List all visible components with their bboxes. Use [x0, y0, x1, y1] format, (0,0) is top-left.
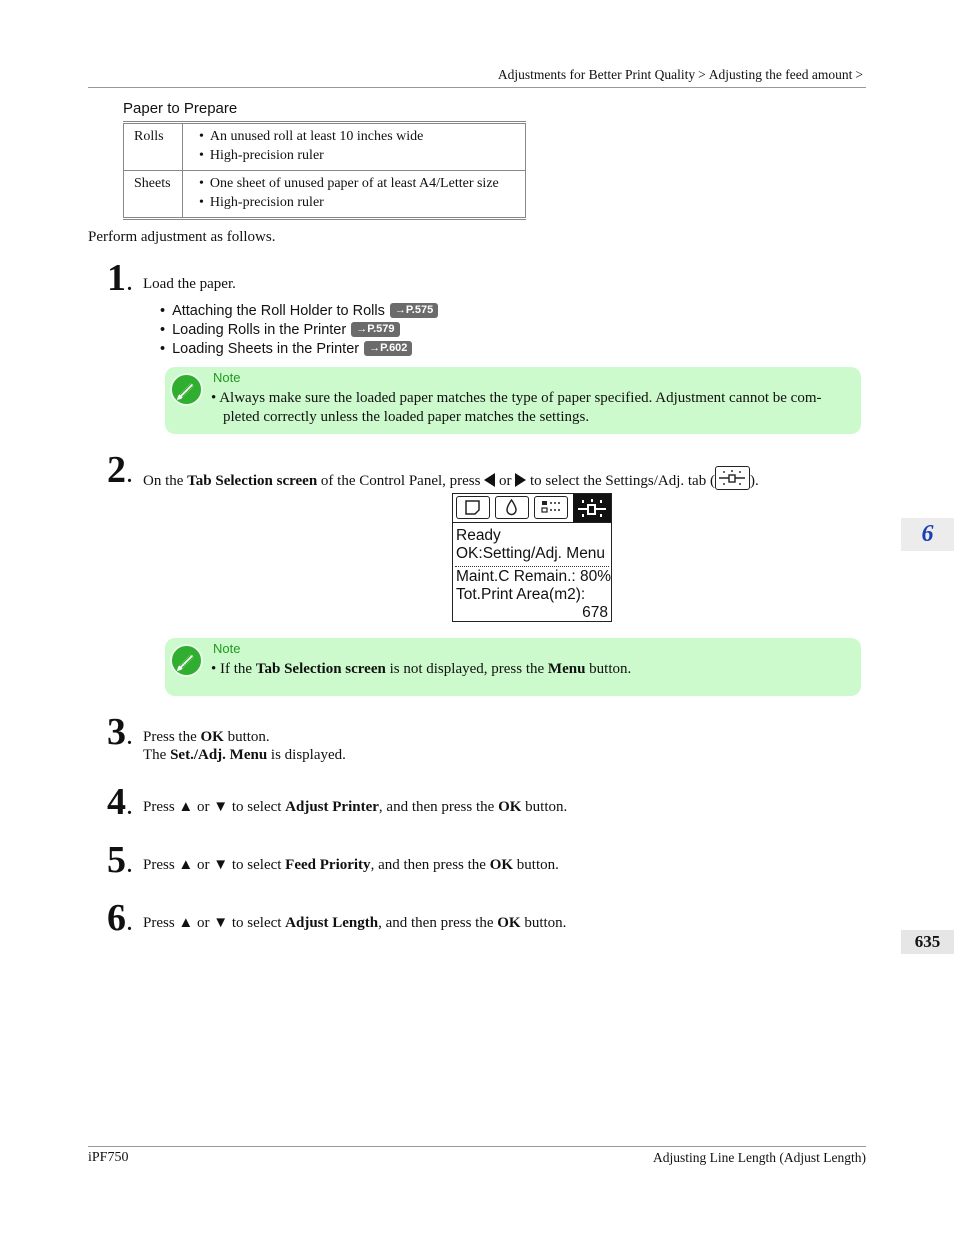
step-text: On the Tab Selection screen of the Control Panel, press or to select the Settings/Adj. tab ( ). [143, 466, 759, 490]
pencil-icon [170, 644, 203, 677]
breadcrumb-separator: > [855, 67, 863, 82]
right-arrow-icon [515, 473, 526, 487]
note-box [165, 638, 861, 696]
note-text: • If the Tab Selection screen is not displayed, press the Menu button. [211, 661, 632, 677]
page-ref-badge[interactable]: →P.575 [390, 303, 438, 318]
note-label: Note [213, 370, 241, 385]
chapter-tab[interactable] [901, 518, 954, 551]
link-text[interactable]: • Loading Sheets in the Printer [172, 340, 360, 357]
lcd-print-area-value: 678 [582, 604, 608, 621]
left-arrow-icon [484, 473, 495, 487]
lcd-divider [455, 566, 609, 567]
list-item: • One sheet of unused paper of at least A4/Letter size [199, 174, 517, 193]
step-text: Press ▲ or ▼ to select Adjust Length, and then press the OK button. [143, 915, 567, 931]
control-panel-display [452, 493, 612, 622]
step-number: 2. [107, 449, 132, 491]
list-item[interactable] [160, 339, 438, 358]
note-box [165, 367, 861, 434]
page-number: 635 [901, 930, 954, 954]
link-text[interactable]: • Loading Rolls in the Printer [172, 321, 347, 338]
lcd-ok-hint: OK:Setting/Adj. Menu [456, 545, 606, 562]
step-text: Press ▲ or ▼ to select Adjust Printer, and then press the OK button. [143, 799, 568, 815]
paper-table [123, 121, 526, 220]
table-cell-items [183, 123, 526, 171]
table-row [124, 123, 526, 171]
breadcrumb-item-quality[interactable]: Adjustments for Better Print Quality [497, 67, 696, 82]
table-cell-items [183, 171, 526, 219]
settings-adj-tab-icon [715, 466, 750, 490]
step-number: 3. [107, 711, 132, 753]
lcd-tab-bar [453, 494, 611, 523]
step-text: Press ▲ or ▼ to select Feed Priority, and then press the OK button. [143, 857, 559, 873]
step-text: Load the paper. [143, 276, 236, 292]
prep-title: Paper to Prepare [123, 100, 238, 117]
model-name: iPF750 [88, 1150, 129, 1165]
list-item: • An unused roll at least 10 inches wide [199, 127, 517, 146]
link-text[interactable]: • Attaching the Roll Holder to Rolls [172, 302, 385, 319]
note-text: • Always make sure the loaded paper matches the type of paper specified. Adjustment cannot be completed correctly unless the loaded paper matches the settings. [211, 390, 822, 425]
settings-adj-tab-icon[interactable] [573, 494, 611, 522]
list-item: • High-precision ruler [199, 146, 517, 165]
list-item[interactable] [160, 320, 438, 339]
step-number: 1. [107, 257, 132, 299]
paper-tab-icon[interactable] [456, 496, 490, 519]
list-item[interactable] [160, 301, 438, 320]
lcd-print-area-label: Tot.Print Area(m2): [456, 586, 586, 603]
breadcrumb-item-feed[interactable]: Adjusting the feed amount [708, 67, 853, 82]
step-text: Press the OK button. The Set./Adj. Menu is displayed. [143, 729, 346, 763]
page-header [88, 66, 866, 88]
table-cell-kind: Rolls [124, 123, 183, 171]
note-label: Note [213, 641, 241, 656]
lcd-maint-remain: Maint.C Remain.: 80% [456, 568, 612, 585]
page-ref-badge[interactable]: →P.579 [351, 322, 399, 337]
intro-text: Perform adjustment as follows. [88, 229, 276, 245]
pencil-icon [170, 373, 203, 406]
job-tab-icon[interactable] [534, 496, 568, 519]
page-footer [88, 1146, 866, 1172]
section-title: Adjusting Line Length (Adjust Length) [653, 1150, 866, 1165]
step-number: 6. [107, 897, 132, 939]
link-list [160, 301, 438, 358]
breadcrumb [498, 67, 866, 83]
ink-tab-icon[interactable] [495, 496, 529, 519]
table-cell-kind: Sheets [124, 171, 183, 219]
breadcrumb-separator: > [698, 67, 706, 82]
list-item: • High-precision ruler [199, 193, 517, 212]
chapter-number: 6 [921, 521, 934, 547]
step-number: 5. [107, 839, 132, 881]
step-number: 4. [107, 781, 132, 823]
lcd-status: Ready [456, 527, 501, 544]
page-ref-badge[interactable]: →P.602 [364, 341, 412, 356]
table-row [124, 171, 526, 219]
